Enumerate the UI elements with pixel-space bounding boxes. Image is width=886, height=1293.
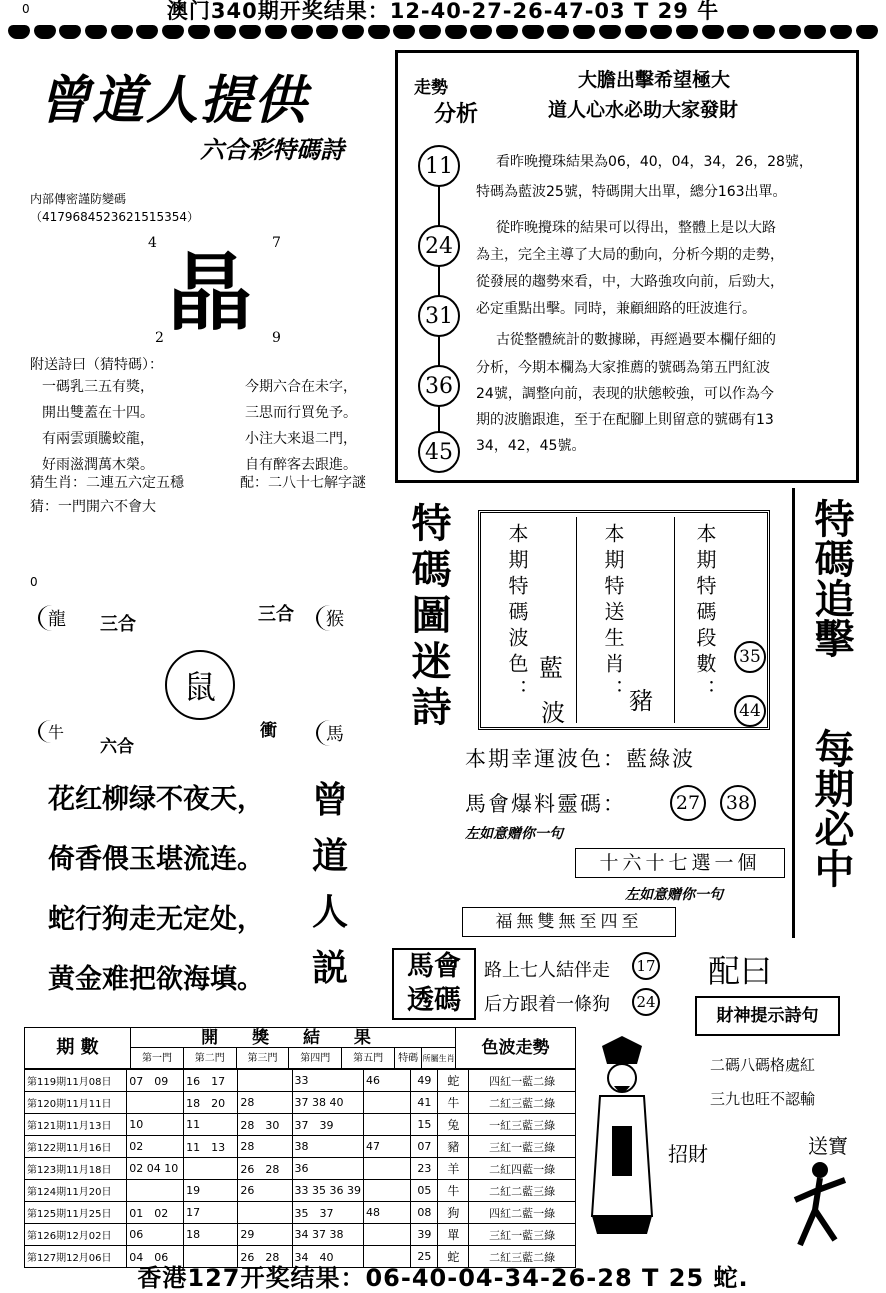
analysis-title: 道人心水必助大家發財 bbox=[548, 99, 739, 121]
number-circle: 11 bbox=[418, 145, 460, 187]
zodiac-dragon: 龍 bbox=[38, 605, 66, 631]
table-header-wave: 色波走勢 bbox=[481, 1038, 550, 1058]
number-circle: 45 bbox=[418, 431, 460, 473]
vertical-title: 特碼圖迷詩 bbox=[405, 502, 452, 732]
table-row: 第124期11月20日 19 26 33 35 36 39 05 牛 二紅二藍三綠 bbox=[25, 1180, 576, 1202]
segment-circle: 35 bbox=[734, 641, 766, 673]
corner-num: 2 bbox=[155, 330, 164, 346]
secret-label: 内部傳密謹防變碼 bbox=[30, 192, 127, 206]
lucky-code-label: 馬會爆料靈碼： bbox=[465, 792, 626, 816]
mahui-box: 馬會 透碼 bbox=[392, 948, 476, 1020]
zuo-line: 左如意赠你一句 bbox=[465, 826, 563, 842]
table-cols: 第一門 第二門 第三門 第四門 第五門 特碼 所屬生肖 bbox=[131, 1048, 455, 1069]
corner-num: 9 bbox=[272, 330, 281, 346]
mahui-line: 路上七人結伴走 bbox=[484, 960, 610, 981]
fuwu-box: 福無雙無至四至 bbox=[462, 907, 676, 937]
poem-intro: 附送詩曰（猜特碼）： bbox=[30, 357, 163, 373]
guess-line: 猜：一門開六不會大 bbox=[30, 499, 156, 515]
signature: 曾 道 人 説 bbox=[312, 779, 349, 989]
zodiac-rat-circle: 鼠 bbox=[165, 650, 235, 720]
special-zodiac-label: 本期特送生肖： bbox=[601, 523, 625, 705]
table-row: 第127期12月06日 04 06 26 28 34 40 25 蛇 二紅三藍二綠 bbox=[25, 1246, 576, 1268]
zodiac-monkey: 猴 bbox=[316, 605, 344, 631]
analysis-line: 分析，今期本欄為大家推薦的號碼為第五門紅波 bbox=[476, 360, 770, 376]
deity-figure-icon bbox=[582, 1036, 662, 1236]
sanhe-label: 三合 bbox=[100, 614, 136, 635]
analysis-line: 古從整體統計的數據睇，再經過要本欄仔細的 bbox=[496, 332, 776, 348]
header-subtitle: 六合彩特碼詩 bbox=[200, 136, 344, 164]
shiliu-box: 十六十七選一個 bbox=[575, 848, 785, 878]
caishen-line: 三九也旺不認輸 bbox=[710, 1090, 816, 1108]
table-row: 第121期11月13日 10 11 28 30 37 39 15 兔 一紅三藍三綠 bbox=[25, 1114, 576, 1136]
analysis-line: 從發展的趨勢來看，中，大路強攻向前，后勁大， bbox=[476, 274, 784, 290]
guess-zodiac: 猜生肖：二連五六定五穩 bbox=[30, 475, 184, 491]
special-box bbox=[478, 510, 770, 730]
top-result-banner: 澳门340期开奖结果：12-40-27-26-47-03 T 29 牛 bbox=[166, 0, 720, 23]
analysis-line: 24號，調整向前，表现的狀態較強，可以作為今 bbox=[476, 386, 774, 402]
secret-code: （417968452362151535​4） bbox=[30, 210, 200, 224]
zhaocai-label: 招財 bbox=[668, 1142, 708, 1166]
table-row: 第120期11月11日 18 20 28 37 38 40 41 牛 二紅三藍二綠 bbox=[25, 1092, 576, 1114]
analysis-line: 34，42，45號。 bbox=[476, 438, 586, 454]
poem2: 花红柳绿不夜天， 倚香偎玉堪流连。 蛇行狗走无定处， 黄金难把欲海填。 bbox=[48, 784, 264, 995]
ox-border-top bbox=[0, 22, 886, 44]
table-header-period: 期 數 bbox=[25, 1028, 131, 1068]
table-row: 第123期11月18日 02 04 10 26 28 36 23 羊 二紅四藍一綠 bbox=[25, 1158, 576, 1180]
number-circle: 24 bbox=[418, 225, 460, 267]
number-circle: 36 bbox=[418, 365, 460, 407]
table-row: 第125期11月25日 01 02 17 35 37 48 08 狗 四紅二藍一綠 bbox=[25, 1202, 576, 1224]
header-title: 曾道人提供 bbox=[38, 71, 309, 131]
analysis-label: 分析 bbox=[434, 102, 479, 127]
table-header-result: 開 獎 結 果 bbox=[131, 1028, 455, 1048]
special-zodiac-value: 豬 bbox=[629, 687, 653, 715]
analysis-title: 大膽出擊希望極大 bbox=[578, 69, 731, 91]
poem-left: 一碼乳三五有獎， 開出雙蓋在十四。 有兩雲頭騰蛟龍， 好雨滋潤萬木榮。 bbox=[42, 379, 154, 473]
analysis-line: 為主，完全主導了大局的動向，分析今期的走勢， bbox=[476, 247, 784, 263]
special-wave-value: 波 bbox=[541, 699, 565, 727]
poem-right: 今期六合在未字， 三思而行買免予。 小注大来退二門， 自有醉客去跟進。 bbox=[245, 379, 357, 473]
results-table-wrap bbox=[24, 1027, 576, 1268]
lucky-circle: 27 bbox=[670, 785, 706, 821]
analysis-box bbox=[395, 50, 859, 483]
mahui-line: 后方跟着一條狗 bbox=[484, 994, 610, 1015]
number-circle: 31 bbox=[418, 295, 460, 337]
pei-line: 配：二八十七解字謎 bbox=[240, 475, 366, 491]
zodiac-ox: 牛 bbox=[38, 720, 64, 743]
chase-panel: 特碼追擊 每期必中 bbox=[792, 488, 864, 938]
special-wave-value: 藍 bbox=[539, 654, 563, 682]
sanhe-label: 三合 bbox=[258, 604, 294, 625]
table-row: 第126期12月02日 06 18 29 34 37 38 39 單 三紅一藍三綠 bbox=[25, 1224, 576, 1246]
analysis-label: 走勢 bbox=[414, 78, 448, 98]
big-character: 晶 bbox=[168, 244, 253, 342]
segment-circle: 44 bbox=[734, 695, 766, 727]
analysis-line: 必定重點出擊。同時，兼顧細路的旺波進行。 bbox=[476, 301, 756, 317]
chong-label: 衝 bbox=[260, 721, 277, 741]
corner-num: 7 bbox=[272, 235, 281, 251]
mahui-circle: 24 bbox=[632, 988, 660, 1016]
songbao-label: 送寶 bbox=[808, 1134, 848, 1158]
zuo-line: 左如意赠你一句 bbox=[625, 887, 723, 903]
table-row: 第119期11月08日 07 09 16 17 33 46 49 蛇 四紅一藍二綠 bbox=[25, 1070, 576, 1092]
peiri-label: 配曰 bbox=[708, 952, 773, 990]
liuhe-label: 六合 bbox=[100, 737, 134, 757]
special-segment-label: 本期特碼段數： bbox=[693, 523, 717, 705]
table-row: 第122期11月16日 02 11 13 28 38 47 07 豬 三紅一藍三綠 bbox=[25, 1136, 576, 1158]
zero-mark: 0 bbox=[30, 575, 38, 589]
analysis-line: 特碼為藍波25號，特碼開大出單，總分163出單。 bbox=[476, 184, 787, 200]
results-table bbox=[24, 1069, 576, 1268]
lucky-circle: 38 bbox=[720, 785, 756, 821]
dancer-figure-icon bbox=[785, 1160, 855, 1250]
mahui-circle: 17 bbox=[632, 952, 660, 980]
analysis-line: 期的波膽跟進，至于在配腳上則留意的號碼有13 bbox=[476, 412, 774, 428]
bottom-result-banner: 香港127开奖结果：06-40-04-34-26-28 T 25 蛇. bbox=[137, 1264, 749, 1292]
analysis-line: 看昨晚攪珠結果為06，40，04，34，26，28號， bbox=[496, 154, 813, 170]
caishen-line: 二碼八碼格處紅 bbox=[710, 1056, 816, 1074]
corner-num: 4 bbox=[148, 235, 157, 251]
lucky-wave: 本期幸運波色：藍綠波 bbox=[465, 747, 695, 771]
zero-mark: 0 bbox=[22, 2, 30, 16]
analysis-line: 從昨晚攪珠的結果可以得出，整體上是以大路 bbox=[496, 220, 776, 236]
caishen-title: 財神提示詩句 bbox=[695, 996, 840, 1036]
special-wave-label: 本期特碼波色： bbox=[505, 523, 529, 705]
zodiac-horse: 馬 bbox=[316, 720, 344, 746]
